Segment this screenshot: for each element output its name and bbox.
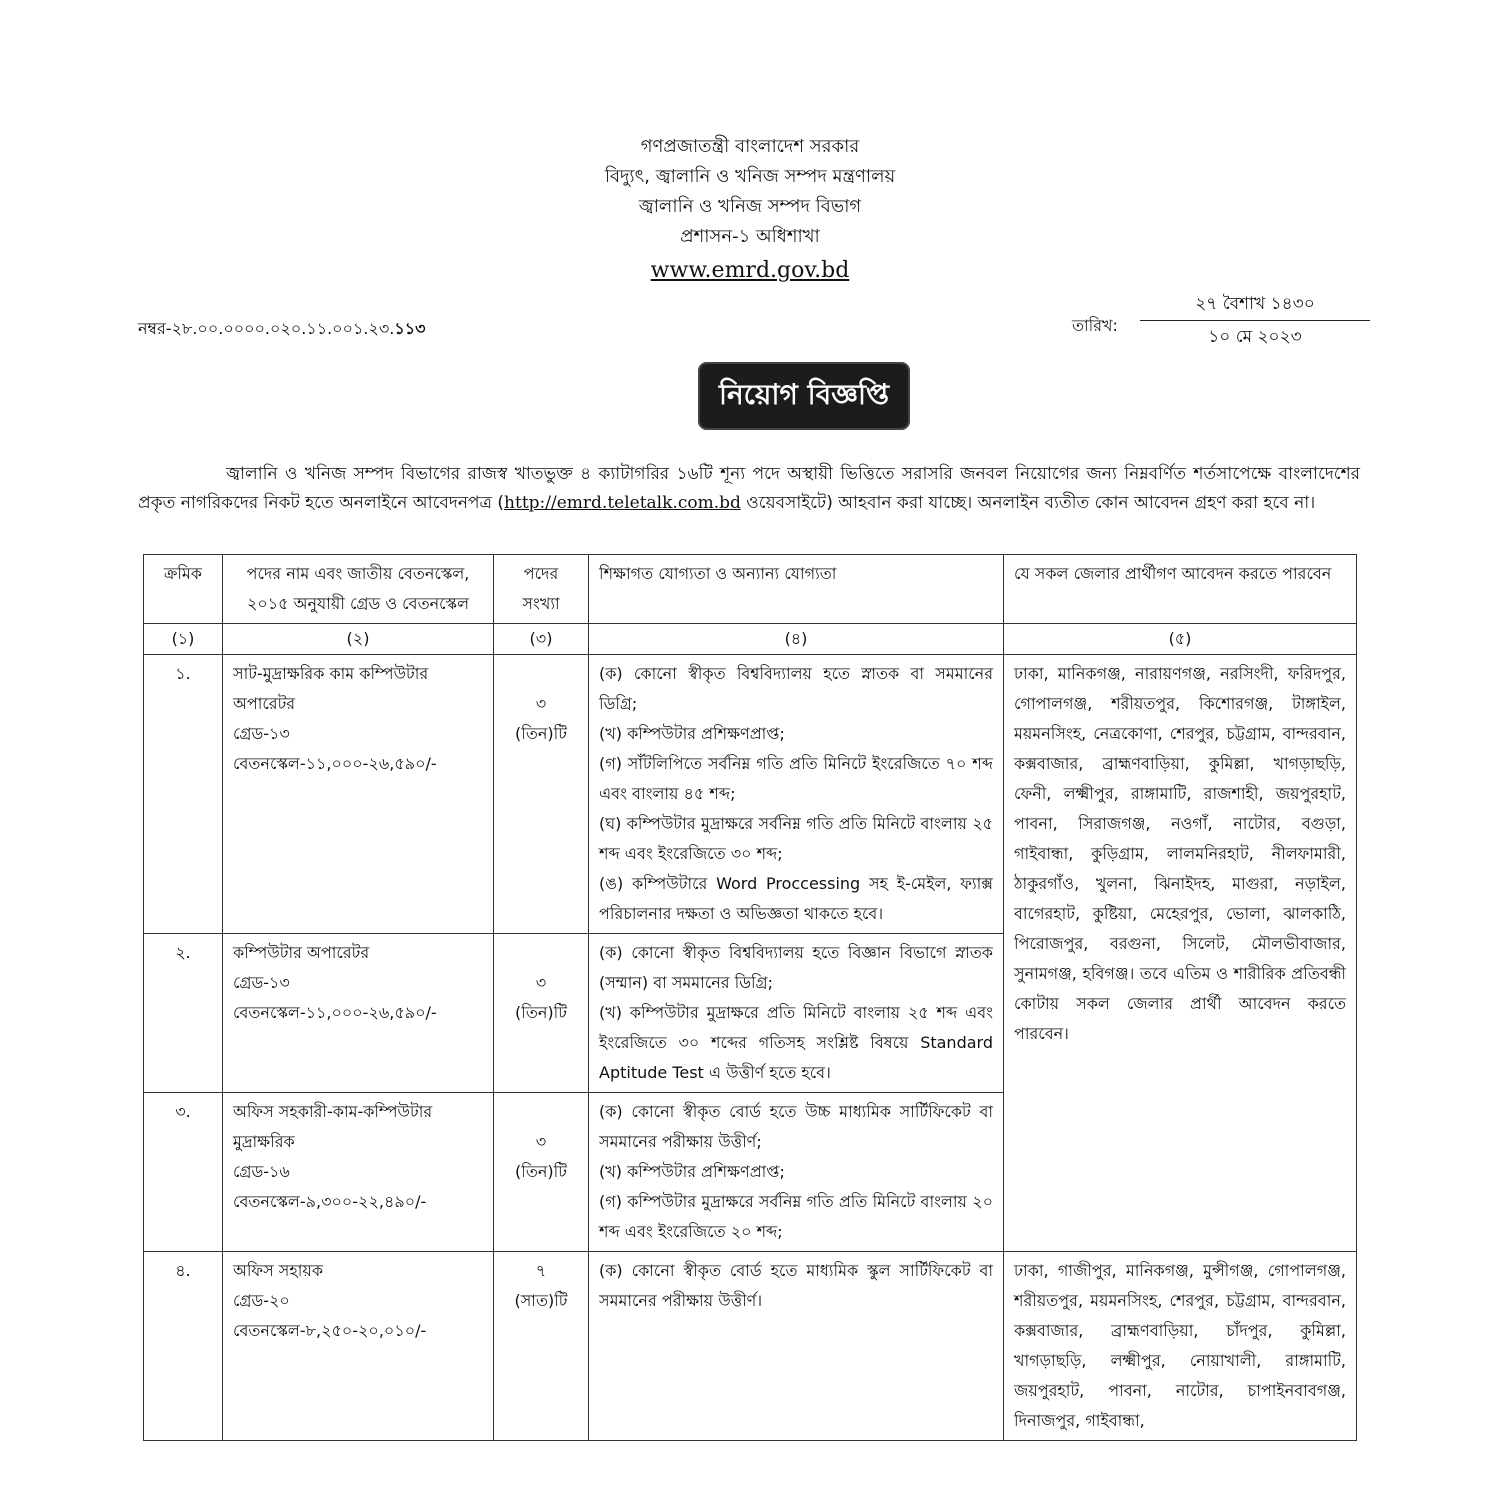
qualifications [589,655,1004,934]
col-num: (৩) [494,624,589,655]
count-words: (তিন)টি [515,1003,567,1022]
eligible-districts-2: ঢাকা, গাজীপুর, মানিকগঞ্জ, মুন্সীগঞ্জ, গোপালগঞ্জ, শরীয়তপুর, ময়মনসিংহ, শেরপুর, চট্টগ্রাম, বান্দরবান, কক্সবাজার, ব্রাহ্মণবাড়িয়া, চাঁদপুর, কুমিল্লা, খাগড়াছড়ি, লক্ষ্মীপুর, নোয়াখালী, রাঙ্গামাটি, জয়পুরহাট, পাবনা, নাটোর, চাপাইনবাবগঞ্জ, দিনাজপুর, গাইবান্ধা, [1004,1252,1357,1441]
post-name: অফিস সহায়ক [233,1261,324,1280]
post-count [494,655,589,934]
intro-part2: ওয়েবসাইটে) আহবান করা যাচ্ছে। অনলাইন ব্যতীত কোন আবেদন গ্রহণ করা হবে না। [740,493,1316,513]
application-link[interactable]: http://emrd.teletalk.com.bd [504,493,741,513]
post-scale: বেতনস্কেল-৯,৩০০-২২,৪৯০/- [233,1192,427,1211]
post-grade: গ্রেড-১৬ [233,1162,290,1181]
count-number: ৩ [535,973,547,992]
col-num: (১) [144,624,223,655]
count-number: ৩ [535,694,547,713]
post-grade: গ্রেড-১৩ [233,973,290,992]
post-name: অফিস সহকারী-কাম-কম্পিউটার মুদ্রাক্ষরিক [233,1102,433,1151]
eligible-districts-1: ঢাকা, মানিকগঞ্জ, নারায়ণগঞ্জ, নরসিংদী, ফরিদপুর, গোপালগঞ্জ, শরীয়তপুর, কিশোরগঞ্জ, টাঙ্গাইল, ময়মনসিংহ, নেত্রকোণা, শেরপুর, চট্টগ্রাম, বান্দরবান, কক্সবাজার, ব্রাহ্মণবাড়িয়া, কুমিল্লা, খাগড়াছড়ি, ফেনী, লক্ষ্মীপুর, রাঙ্গামাটি, রাজশাহী, জয়পুরহাট, পাবনা, সিরাজগঞ্জ, নওগাঁ, নাটোর, বগুড়া, গাইবান্ধা, কুড়িগ্রাম, লালমনিরহাট, নীলফামারী, ঠাকুরগাঁও, খুলনা, ঝিনাইদহ, মাগুরা, নড়াইল, বাগেরহাট, কুষ্টিয়া, মেহেরপুর, ভোলা, ঝালকাঠি, পিরোজপুর, বরগুনা, সিলেট, মৌলভীবাজার, সুনামগঞ্জ, হবিগঞ্জ। তবে এতিম ও শারীরিক প্রতিবন্ধী কোটায় সকল জেলার প্রার্থী আবেদন করতে পারবেন। [1004,655,1357,1252]
vacancy-table [143,554,1357,1441]
header-serial: ক্রমিক [144,555,223,624]
col-num: (২) [223,624,494,655]
qualification-item: (গ) সাঁটলিপিতে সর্বনিম্ন গতি প্রতি মিনিটে ইংরেজিতে ৭০ শব্দ এবং বাংলায় ৪৫ শব্দ; [599,754,993,803]
post-count [494,1252,589,1441]
count-words: (তিন)টি [515,1162,567,1181]
header-post: পদের নাম এবং জাতীয় বেতনস্কেল, ২০১৫ অনুযায়ী গ্রেড ও বেতনস্কেল [223,555,494,624]
serial: ১. [144,655,223,934]
qualification-item: (ক) কোনো স্বীকৃত বোর্ড হতে মাধ্যমিক স্কুল সার্টিফিকেট বা সমমানের পরীক্ষায় উত্তীর্ণ। [599,1261,993,1310]
letterhead [0,132,1500,288]
post-name: সাট-মুদ্রাক্ষরিক কাম কম্পিউটার অপারেটর [233,664,429,713]
website-link[interactable]: www.emrd.gov.bd [650,258,850,283]
count-number: ৭ [535,1261,547,1280]
govt-name: গণপ্রজাতন্ত্রী বাংলাদেশ সরকার [640,136,860,157]
count-words: (তিন)টি [515,724,567,743]
post-count [494,1093,589,1252]
qualification-item: (ঘ) কম্পিউটার মুদ্রাক্ষরে সর্বনিম্ন গতি প্রতি মিনিটে বাংলায় ২৫ শব্দ এবং ইংরেজিতে ৩০ শব্দ; [599,814,993,863]
memo-number [138,316,426,343]
qualification-item: (ক) কোনো স্বীকৃত বিশ্ববিদ্যালয় হতে স্নাতক বা সমমানের ডিগ্রি; [599,664,993,713]
post-count [494,934,589,1093]
header-districts: যে সকল জেলার প্রার্থীগণ আবেদন করতে পারবেন [1004,555,1357,624]
date-bangla: ২৭ বৈশাখ ১৪৩০ [1140,292,1370,321]
header-qualification: শিক্ষাগত যোগ্যতা ও অন্যান্য যোগ্যতা [589,555,1004,624]
qualification-item: (ক) কোনো স্বীকৃত বোর্ড হতে উচ্চ মাধ্যমিক সার্টিফিকেট বা সমমানের পরীক্ষায় উত্তীর্ণ; [599,1102,993,1151]
post-name: কম্পিউটার অপারেটর [233,943,370,962]
memo-prefix: নম্বর-২৮.০০.০০০০.০২০.১১.০০১.২৩. [138,319,395,338]
post-scale: বেতনস্কেল-১১,০০০-২৬,৫৯০/- [233,754,437,773]
column-number-row [144,624,1357,655]
post-info [223,1093,494,1252]
serial: ৩. [144,1093,223,1252]
qualification-item: (খ) কম্পিউটার মুদ্রাক্ষরে প্রতি মিনিটে বাংলায় ২৫ শব্দ এবং ইংরেজিতে ৩০ শব্দের গতিসহ সংশ্লিষ্ট বিষয়ে Standard Aptitude Test এ উত্তীর্ণ হতে হবে। [599,1003,993,1082]
notice-title: নিয়োগ বিজ্ঞপ্তি [698,362,910,430]
post-grade: গ্রেড-১৩ [233,724,290,743]
table-header-row [144,555,1357,624]
col-num: (৪) [589,624,1004,655]
header-count: পদের সংখ্যা [494,555,589,624]
qualification-item: (ক) কোনো স্বীকৃত বিশ্ববিদ্যালয় হতে বিজ্ঞান বিভাগে স্নাতক (সম্মান) বা সমমানের ডিগ্রি; [599,943,993,992]
intro-paragraph [138,460,1360,518]
branch-name: প্রশাসন-১ অধিশাখা [680,226,820,247]
count-number: ৩ [535,1132,547,1151]
post-info [223,1252,494,1441]
serial: ২. [144,934,223,1093]
qualifications [589,934,1004,1093]
post-info [223,934,494,1093]
qualification-item: (খ) কম্পিউটার প্রশিক্ষণপ্রাপ্ত; [599,1162,785,1181]
date-english: ১০ মে ২০২৩ [1208,327,1302,347]
table-row [144,1252,1357,1441]
intro-part1: জ্বালানি ও খনিজ সম্পদ বিভাগের রাজস্ব খাতভুক্ত ৪ ক্যাটাগরির ১৬টি শূন্য পদে অস্থায়ী ভিত্তিতে সরাসরি জনবল নিয়োগের জন্য নিম্নবর্ণিত শর্তসাপেক্ষে বাংলাদেশের প্রকৃত নাগরিকদের নিকট হতে অনলাইনে আবেদনপত্র ( [138,464,1360,513]
division-name: জ্বালানি ও খনিজ সম্পদ বিভাগ [638,196,862,217]
serial: ৪. [144,1252,223,1441]
ministry-name: বিদ্যুৎ, জ্বালানি ও খনিজ সম্পদ মন্ত্রণালয় [604,166,896,187]
post-info [223,655,494,934]
table-row [144,655,1357,934]
col-num: (৫) [1004,624,1357,655]
date-label: তারিখ: [1072,316,1118,335]
qualification-item: (খ) কম্পিউটার প্রশিক্ষণপ্রাপ্ত; [599,724,785,743]
qualification-item: (ঙ) কম্পিউটারে Word Proccessing সহ ই-মেইল, ফ্যাক্স পরিচালনার দক্ষতা ও অভিজ্ঞতা থাকতে হবে। [599,874,993,923]
count-words: (সাত)টি [514,1291,568,1310]
post-grade: গ্রেড-২০ [233,1291,290,1310]
qualifications [589,1252,1004,1441]
memo-suffix: ১১৩ [394,319,426,338]
qualifications [589,1093,1004,1252]
post-scale: বেতনস্কেল-১১,০০০-২৬,৫৯০/- [233,1003,437,1022]
qualification-item: (গ) কম্পিউটার মুদ্রাক্ষরে সর্বনিম্ন গতি প্রতি মিনিটে বাংলায় ২০ শব্দ এবং ইংরেজিতে ২০ শব্দ; [599,1192,993,1241]
date-box [1140,292,1370,349]
post-scale: বেতনস্কেল-৮,২৫০-২০,০১০/- [233,1321,427,1340]
